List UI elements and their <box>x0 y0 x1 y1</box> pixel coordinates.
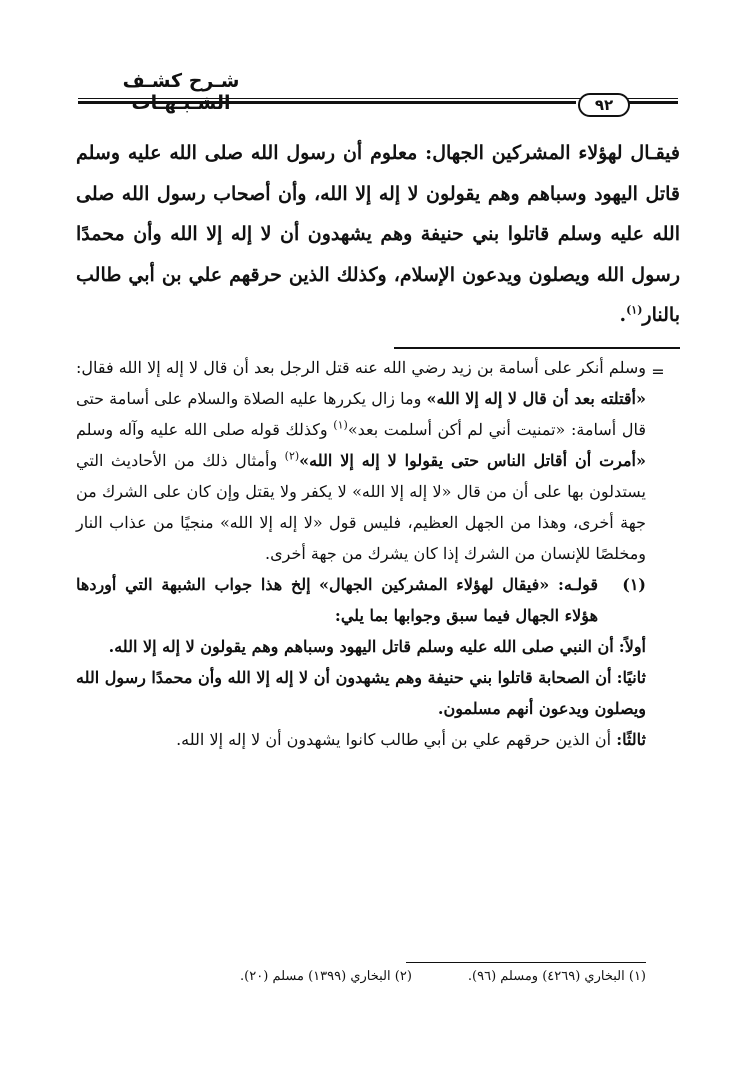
footnote-number: (١) <box>622 575 646 594</box>
footnote-text: إلخ هذا جواب الشبهة التي أوردها هؤلاء الجهال فيما سبق وجوابها بما يلي: <box>76 575 598 625</box>
note-text: وما زال يكررها عليه الصلاة والسلام على أسامة حتى قال أسامة: «تمنيت أني لم أكن أسلمت بعد» <box>76 389 646 439</box>
footnote-body <box>76 569 598 631</box>
point-label: ثانيًا: <box>616 668 646 687</box>
footnote-lead: قولـه: «فيقال لهؤلاء المشركين الجهال» <box>318 575 599 594</box>
point-text: أن النبي صلى الله عليه وسلم قاتل اليهود وسباهم وهم يقولون لا إله إلا الله. <box>108 637 614 656</box>
point-first <box>76 631 646 662</box>
note-text: وأمثال ذلك من الأحاديث التي يستدلون بها على أن من قال «لا إله إلا الله» لا يكفر ولا يقتل وإن كان على الشرك من جهة أخرى، وهذا من الجهل العظيم، فليس قول «لا إله إلا الله» منجيًا من عذاب النار ومخلصًا للإنسان من الشرك إذا كان يشرك من جهة أخرى. <box>76 451 646 563</box>
main-footnote-ref: (١) <box>626 303 643 317</box>
main-text <box>76 133 680 336</box>
source-footnotes <box>76 965 646 989</box>
point-label: أولاً: <box>618 637 646 656</box>
page-number: ٩٢ <box>578 93 630 117</box>
footnote-separator <box>394 347 680 349</box>
note-text: وكذلك قوله صلى الله عليه وآله وسلم <box>76 420 328 439</box>
main-text-end: . <box>619 304 627 326</box>
footnote-ref: (١) <box>333 418 348 432</box>
header-dash <box>628 101 678 104</box>
header-rule-thick <box>78 101 576 104</box>
source-footnote-2: (٢) البخاري (١٣٩٩) مسلم (٢٠). <box>240 969 412 984</box>
note-continuation <box>76 352 646 569</box>
running-title: شـرح كشـف <box>122 70 240 92</box>
commentary-notes <box>76 352 646 755</box>
point-third <box>76 724 646 755</box>
hadith-quote: «أقتلته بعد أن قال لا إله إلا الله» <box>426 389 646 408</box>
bottom-footnote-rule <box>406 962 646 963</box>
point-text: أن الصحابة قاتلوا بني حنيفة وهم يشهدون أن لا إله إلا الله وأن محمدًا رسول الله ويصلون ويدعون أنهم مسلمون. <box>76 668 646 718</box>
note-text: وسلم أنكر على أسامة بن زيد رضي الله عنه قتل الرجل بعد أن قال لا إله إلا الله فقال: <box>76 358 646 377</box>
main-text-body: فيقـال لهؤلاء المشركين الجهال: معلوم أن رسول الله صلى الله عليه وسلم قاتل اليهود وسباهم وهم يقولون لا إله إلا الله، وأن أصحاب رسول الله صلى الله عليه وسلم قاتلوا بني حنيفة وهم يشهدون أن لا إله إلا الله وأن محمدًا رسول الله ويصلون ويدعون الإسلام، وكذلك الذين حرقهم علي بن أبي طالب بالنار <box>76 142 680 326</box>
point-second <box>76 662 646 724</box>
footnote-entry <box>76 569 646 631</box>
point-text: أن الذين حرقهم علي بن أبي طالب كانوا يشهدون أن لا إله إلا الله. <box>176 730 612 749</box>
continuation-mark: = <box>651 362 665 381</box>
hadith-quote: «أمرت أن أقاتل الناس حتى يقولوا لا إله إلا الله» <box>299 451 646 470</box>
footnote-ref: (٢) <box>284 449 300 463</box>
source-footnote-1: (١) البخاري (٤٢٦٩) ومسلم (٩٦). <box>467 969 646 984</box>
point-label: ثالثًا: <box>616 730 646 749</box>
